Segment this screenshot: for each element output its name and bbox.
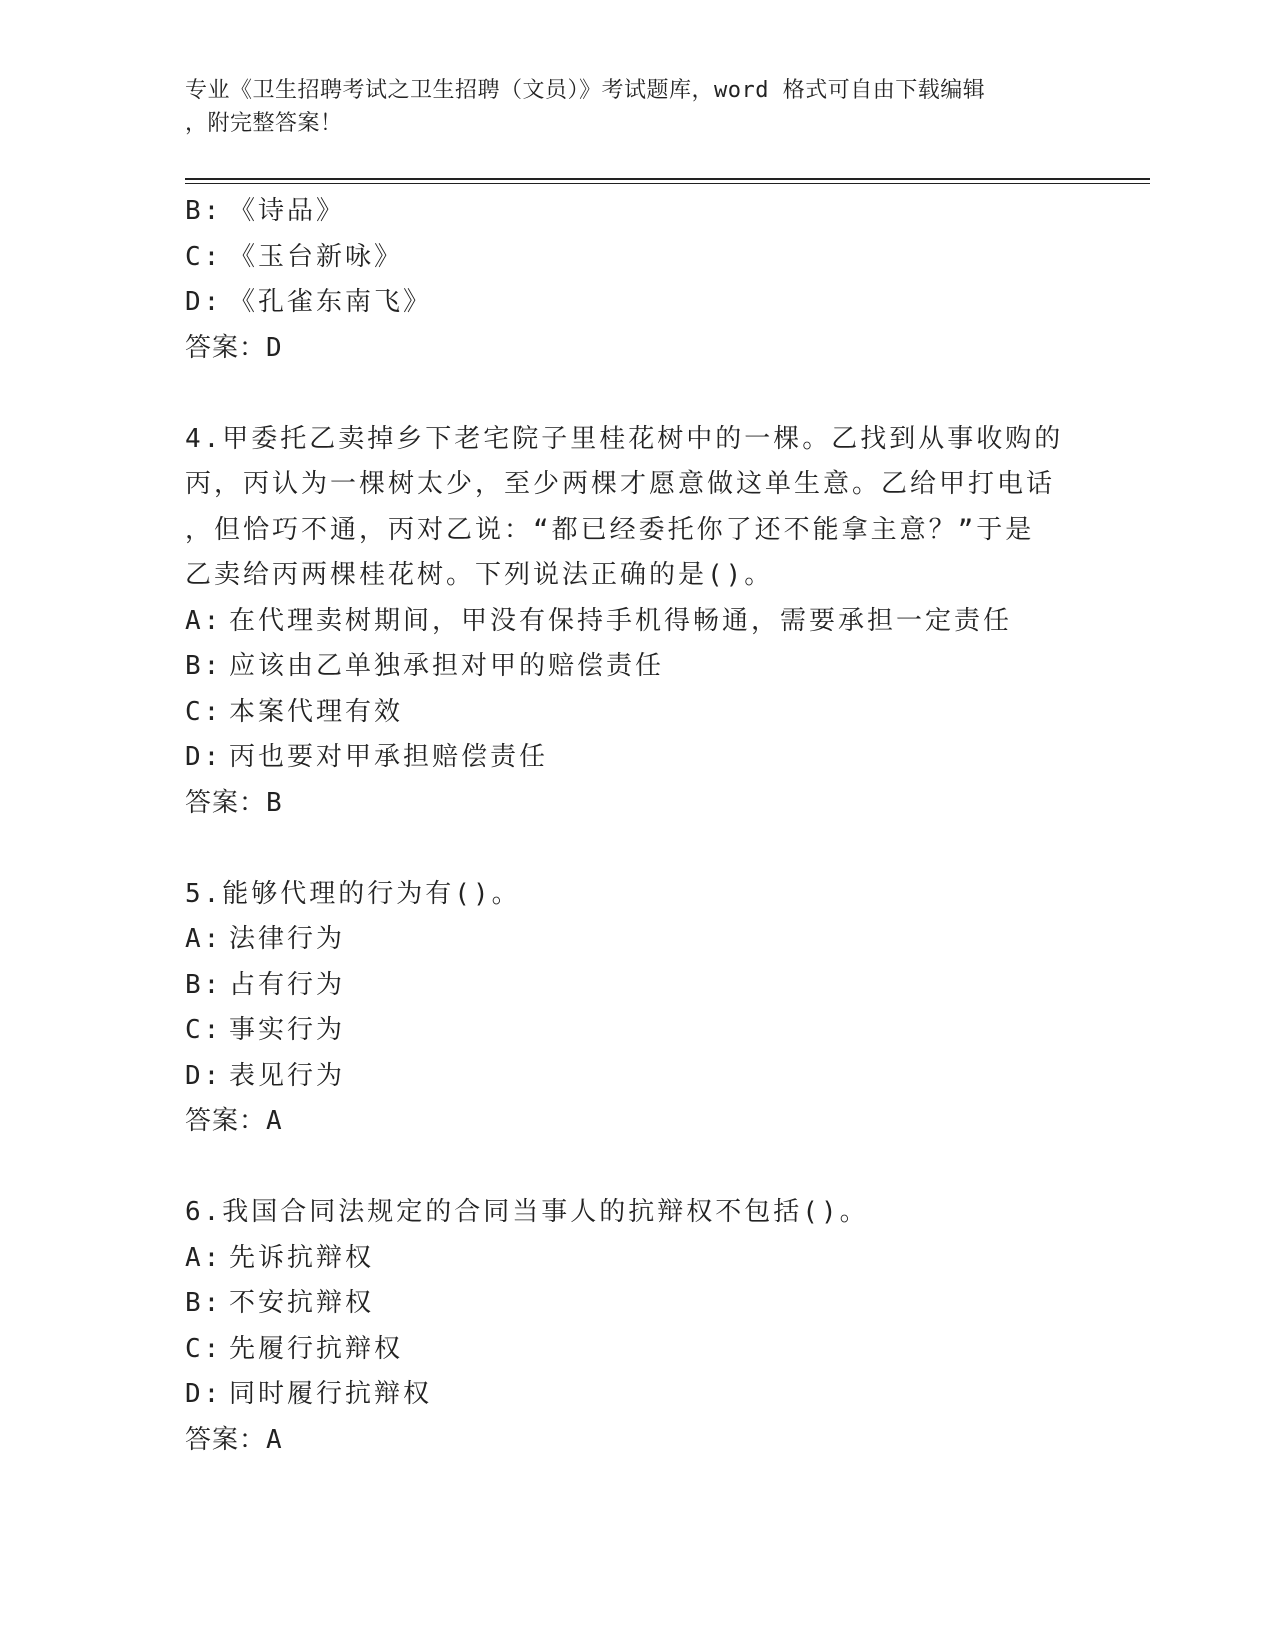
answer-label: 答案： (185, 1106, 267, 1136)
question-6 (185, 1190, 1065, 1463)
option-label: A: (185, 605, 223, 636)
answer-value: B (266, 787, 285, 818)
option-d (185, 1054, 1065, 1100)
option-a (185, 1236, 1065, 1282)
question-text-line: 4.甲委托乙卖掉乡下老宅院子里桂花树中的一棵。乙找到从事收购的 (185, 423, 1064, 454)
option-text: 同时履行抗辩权 (229, 1379, 433, 1409)
spacer (185, 1145, 1065, 1191)
option-label: B: (185, 651, 223, 681)
answer-label: 答案： (185, 332, 267, 363)
answer-line (185, 781, 1065, 827)
option-text: 法律行为 (229, 924, 346, 954)
option-text: 不安抗辩权 (229, 1288, 375, 1318)
page-header (185, 74, 1085, 140)
option-label: B: (185, 1288, 223, 1318)
header-line-2: ，附完整答案！ (185, 111, 343, 136)
option-b (185, 189, 1065, 235)
option-text: 事实行为 (229, 1015, 346, 1045)
option-label: B: (185, 196, 223, 226)
option-text: 先诉抗辩权 (229, 1242, 375, 1273)
question-text-line: 丙，丙认为一棵树太少，至少两棵才愿意做这单生意。乙给甲打电话 (185, 469, 1056, 499)
answer-value: D (266, 332, 285, 363)
answer-line (185, 1418, 1065, 1464)
option-b (185, 963, 1065, 1009)
option-label: D: (185, 1060, 223, 1091)
question-list (185, 189, 1065, 1463)
option-text: 表见行为 (229, 1060, 346, 1091)
option-label: C: (185, 1015, 223, 1045)
answer-label: 答案： (185, 787, 267, 818)
option-label: A: (185, 1242, 223, 1273)
question-text-line: 5.能够代理的行为有()。 (185, 878, 521, 909)
spacer (185, 371, 1065, 417)
option-label: D: (185, 287, 223, 317)
option-label: D: (185, 1379, 223, 1409)
option-text: 《孔雀东南飞》 (229, 287, 433, 317)
option-a (185, 917, 1065, 963)
option-c (185, 1327, 1065, 1373)
option-label: C: (185, 696, 223, 727)
option-label: A: (185, 924, 223, 954)
option-b (185, 644, 1065, 690)
question-4 (185, 417, 1065, 827)
question-5 (185, 872, 1065, 1145)
question-text-line: 乙卖给丙两棵桂花树。下列说法正确的是()。 (185, 560, 774, 590)
header-line-1: 专业《卫生招聘考试之卫生招聘（文员）》考试题库，word 格式可自由下载编辑 (185, 78, 986, 103)
answer-label: 答案： (185, 1424, 267, 1455)
question-text-line: 6.我国合同法规定的合同当事人的抗辩权不包括()。 (185, 1197, 869, 1227)
option-c (185, 690, 1065, 736)
answer-value: A (266, 1106, 285, 1136)
option-text: 丙也要对甲承担赔偿责任 (229, 742, 549, 772)
option-text: 《诗品》 (229, 196, 346, 226)
option-label: D: (185, 742, 223, 772)
option-text: 《玉台新咏》 (229, 241, 404, 272)
option-d (185, 280, 1065, 326)
option-label: C: (185, 1333, 223, 1364)
answer-line (185, 326, 1065, 372)
header-divider-thick (185, 178, 1150, 180)
option-text: 本案代理有效 (229, 696, 404, 727)
option-a (185, 599, 1065, 645)
question-3-tail (185, 189, 1065, 371)
option-c (185, 1008, 1065, 1054)
option-d (185, 1372, 1065, 1418)
question-text-line: ，但恰巧不通，丙对乙说：“都已经委托你了还不能拿主意？”于是 (185, 514, 1035, 545)
answer-line (185, 1099, 1065, 1145)
option-label: B: (185, 969, 223, 1000)
option-c (185, 235, 1065, 281)
option-text: 应该由乙单独承担对甲的赔偿责任 (229, 651, 665, 681)
header-divider-thin (185, 183, 1150, 184)
option-text: 在代理卖树期间，甲没有保持手机得畅通，需要承担一定责任 (229, 605, 1013, 636)
option-label: C: (185, 241, 223, 272)
answer-value: A (266, 1424, 285, 1455)
option-text: 先履行抗辩权 (229, 1333, 404, 1364)
option-text: 占有行为 (229, 969, 346, 1000)
option-d (185, 735, 1065, 781)
option-b (185, 1281, 1065, 1327)
spacer (185, 826, 1065, 872)
